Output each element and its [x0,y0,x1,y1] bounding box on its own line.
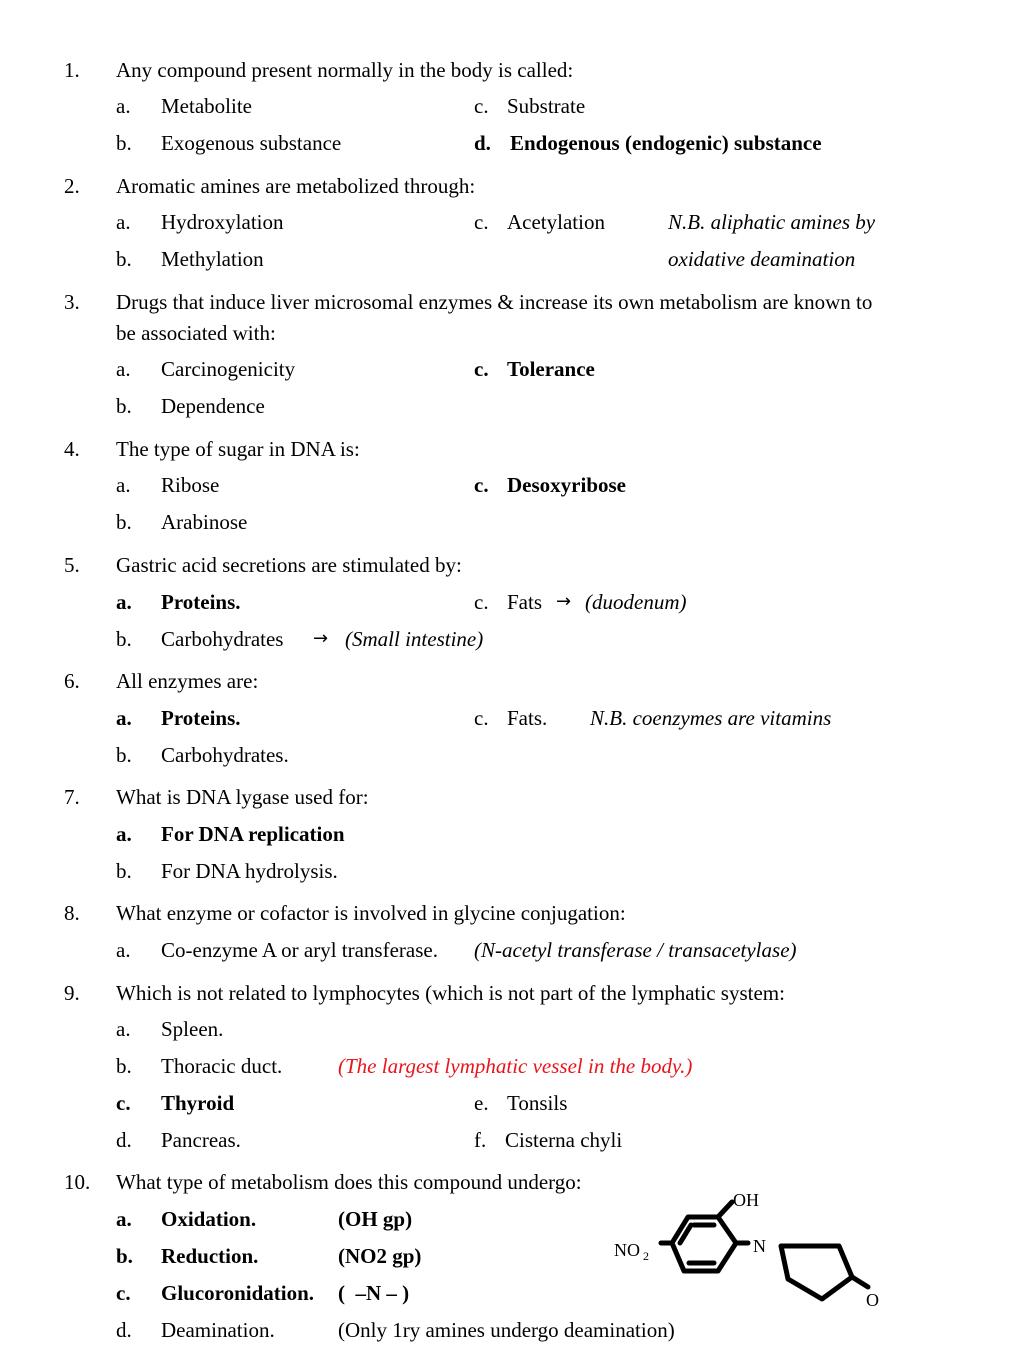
q5-number: 5. [64,553,80,577]
q9-number: 9. [64,981,80,1005]
q9-b-label: b. [116,1054,132,1078]
q2-a-text: Hydroxylation [161,210,284,234]
q6-b-label: b. [116,743,132,767]
q10-d-label: d. [116,1318,132,1342]
q5-c-label: c. [474,590,489,614]
carbonyl-bond [852,1277,868,1287]
q2-number: 2. [64,174,80,198]
right-arrow-icon: → [313,628,329,649]
q10-c-text: Glucoronidation. [161,1281,315,1305]
q2-note-line1: N.B. aliphatic amines by [668,210,876,234]
q1-a-label: a. [116,94,131,118]
q1-d-text: Endogenous (endogenic) substance [510,131,822,155]
oh-bond [718,1202,732,1217]
q10-stem: What type of metabolism does this compound undergo: [116,1170,582,1194]
q1-stem: Any compound present normally in the body is called: [116,58,574,82]
q5-a-label: a. [116,590,132,614]
q9-stem: Which is not related to lymphocytes (which is not part of the lymphatic system: [116,981,785,1005]
q10-a-note: (OH gp) [338,1207,413,1231]
q2-c-text: Acetylation [507,210,605,234]
q10-number: 10. [64,1170,91,1194]
q2-b-label: b. [116,247,132,271]
no2-subscript: 2 [643,1249,649,1263]
q6-a-label: a. [116,706,132,730]
n-label: N [753,1236,766,1256]
oh-label: OH [733,1190,759,1210]
q3-a-label: a. [116,357,131,381]
q10-a-label: a. [116,1207,132,1231]
q3-c-label: c. [474,357,489,381]
q10-b-note: (NO2 gp) [338,1244,422,1268]
q3-stem-line1: Drugs that induce liver microsomal enzymes & increase its own metabolism are known to [116,290,873,314]
q6-note: N.B. coenzymes are vitamins [590,706,832,730]
q4-number: 4. [64,437,80,461]
q2-stem: Aromatic amines are metabolized through: [116,174,476,198]
q1-b-label: b. [116,131,132,155]
q5-b-label: b. [116,627,132,651]
chemical-structure [600,1185,890,1315]
q1-b-text: Exogenous substance [161,131,342,155]
q9-c-label: c. [116,1091,131,1115]
q9-e-label: e. [474,1091,489,1115]
right-arrow-icon: → [556,591,572,612]
q7-number: 7. [64,785,80,809]
q8-stem: What enzyme or cofactor is involved in glycine conjugation: [116,901,626,925]
q9-a-label: a. [116,1017,131,1041]
q2-a-label: a. [116,210,131,234]
q5-b-note: (Small intestine) [345,627,484,651]
q4-b-label: b. [116,510,132,534]
q6-number: 6. [64,669,80,693]
q6-a-text: Proteins. [161,706,241,730]
q8-a-label: a. [116,938,131,962]
q5-b-text: Carbohydrates [161,627,284,651]
q3-number: 3. [64,290,80,314]
q4-a-label: a. [116,473,131,497]
q9-d-text: Pancreas. [161,1128,241,1152]
q7-a-label: a. [116,822,132,846]
o-label: O [866,1290,879,1310]
q5-a-text: Proteins. [161,590,241,614]
q1-d-label: d. [474,131,491,155]
q3-b-text: Dependence [161,394,265,418]
q9-b-note: (The largest lymphatic vessel in the body.) [338,1054,693,1078]
q6-b-text: Carbohydrates. [161,743,289,767]
q9-f-text: Cisterna chyli [505,1128,623,1152]
q4-a-text: Ribose [161,473,220,497]
q4-c-label: c. [474,473,489,497]
q5-stem: Gastric acid secretions are stimulated by: [116,553,462,577]
q10-b-text: Reduction. [161,1244,259,1268]
q4-stem: The type of sugar in DNA is: [116,437,360,461]
q5-c-note: (duodenum) [585,590,687,614]
cyclopentane-ring [781,1246,852,1299]
no2-label: NO [614,1240,640,1260]
q2-b-text: Methylation [161,247,264,271]
q6-stem: All enzymes are: [116,669,259,693]
q10-d-text: Deamination. [161,1318,275,1342]
q10-c-note: ( –N – ) [338,1281,410,1305]
q5-c-text: Fats [507,590,543,614]
q7-stem: What is DNA lygase used for: [116,785,369,809]
q1-number: 1. [64,58,80,82]
q1-c-text: Substrate [507,94,586,118]
q7-b-text: For DNA hydrolysis. [161,859,338,883]
q9-c-text: Thyroid [161,1091,235,1115]
q10-b-label: b. [116,1244,133,1268]
q9-a-text: Spleen. [161,1017,224,1041]
q3-a-text: Carcinogenicity [161,357,296,381]
q10-c-label: c. [116,1281,131,1305]
q9-d-label: d. [116,1128,132,1152]
q2-c-label: c. [474,210,489,234]
q1-a-text: Metabolite [161,94,252,118]
q4-b-text: Arabinose [161,510,248,534]
q4-c-text: Desoxyribose [507,473,626,497]
q9-e-text: Tonsils [507,1091,568,1115]
q8-number: 8. [64,901,80,925]
q7-a-text: For DNA replication [161,822,345,846]
q6-c-label: c. [474,706,489,730]
q7-b-label: b. [116,859,132,883]
q8-a-note: (N-acetyl transferase / transacetylase) [474,938,797,962]
q3-c-text: Tolerance [507,357,595,381]
q10-a-text: Oxidation. [161,1207,257,1231]
q3-b-label: b. [116,394,132,418]
q2-note-line2: oxidative deamination [668,247,856,271]
q10-d-note: (Only 1ry amines undergo deamination) [338,1318,675,1342]
q9-f-label: f. [474,1128,487,1152]
q6-c-text: Fats. [507,706,548,730]
q8-a-text: Co-enzyme A or aryl transferase. [161,938,438,962]
q1-c-label: c. [474,94,489,118]
q3-stem-line2: be associated with: [116,321,276,345]
q9-b-text: Thoracic duct. [161,1054,283,1078]
